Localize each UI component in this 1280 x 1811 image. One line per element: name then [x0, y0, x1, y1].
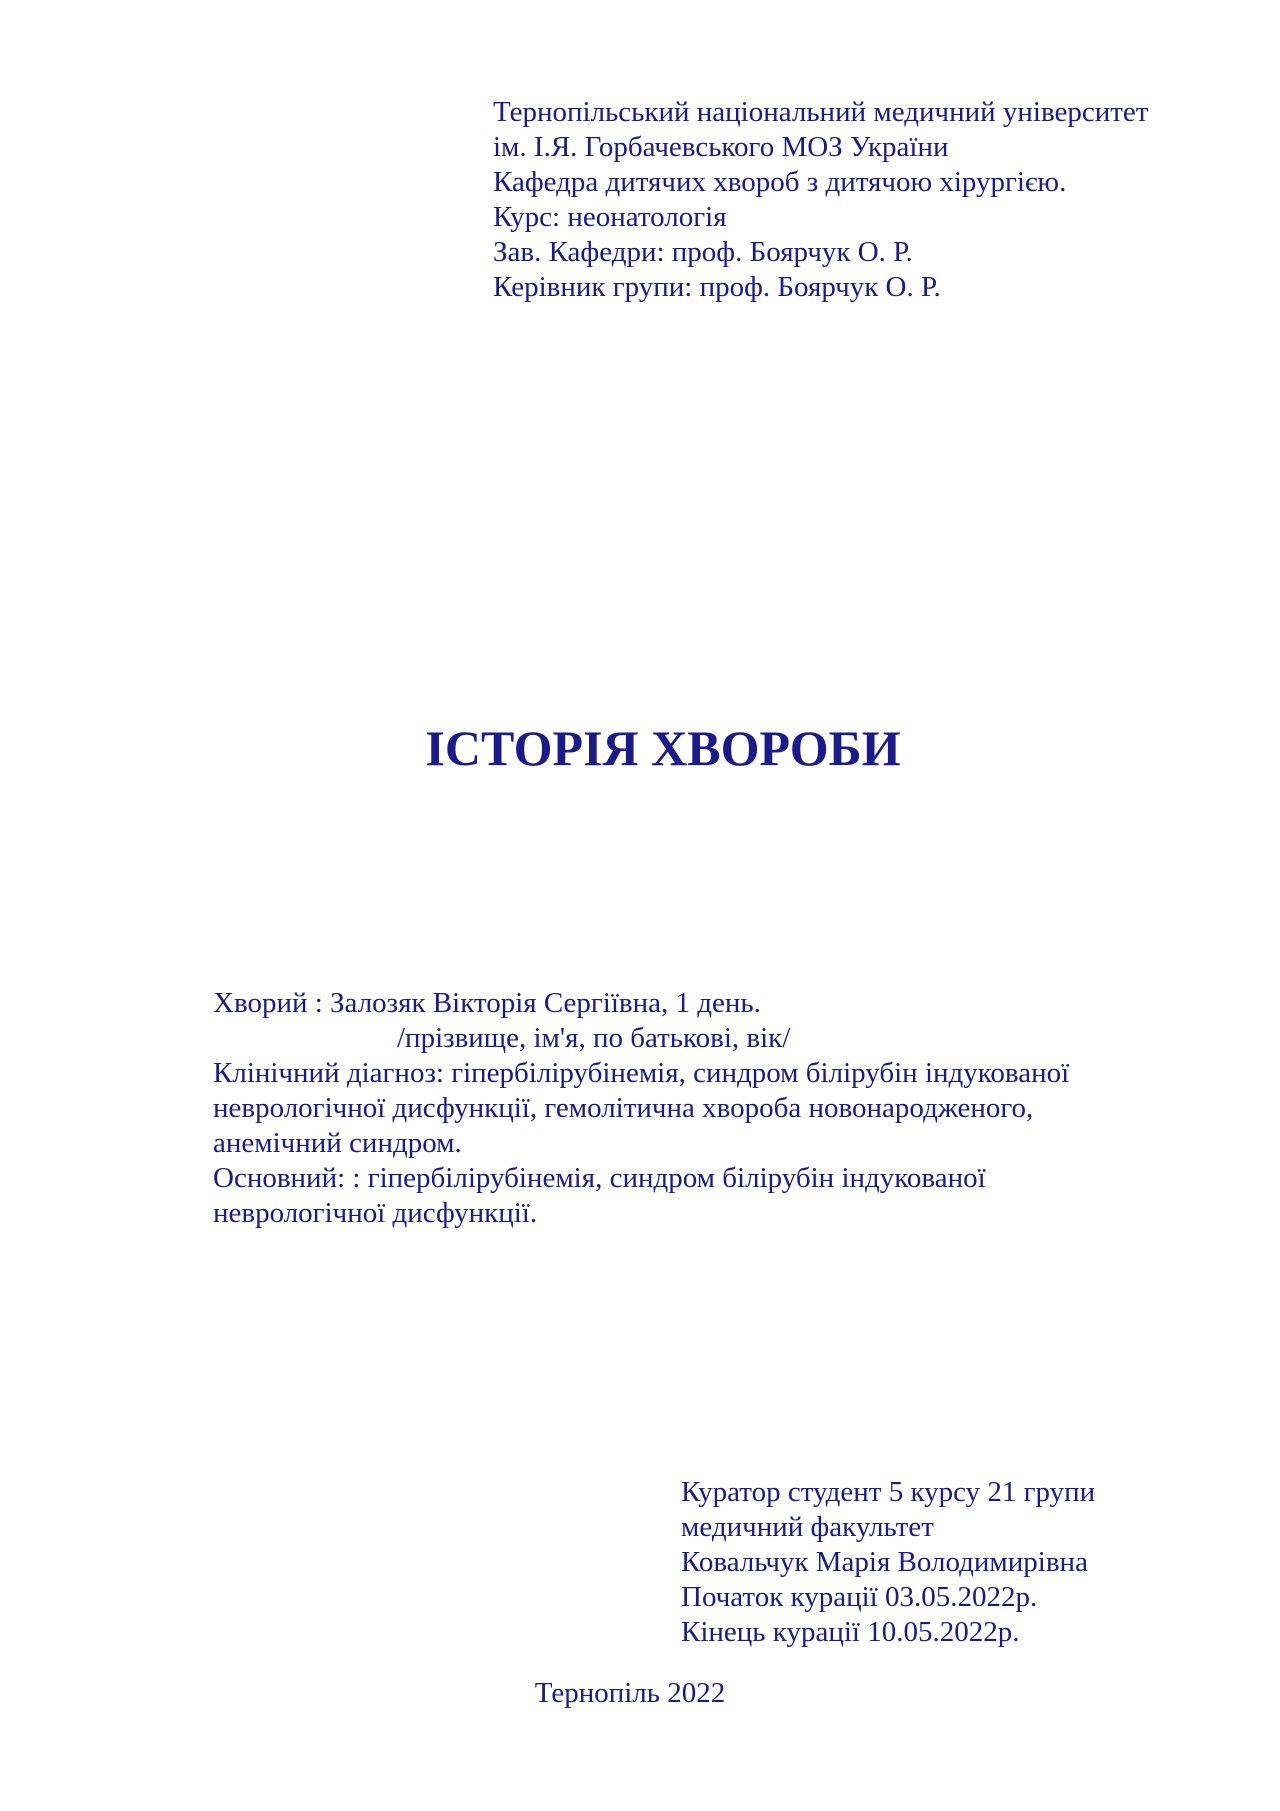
header-line-university: Тернопільський національний медичний університет [493, 96, 1149, 128]
curator-info [681, 1475, 1095, 1650]
curator-line-start-date: Початок курації 03.05.2022р. [681, 1581, 1038, 1613]
header-line-named-after: ім. І.Я. Горбачевського МОЗ України [493, 131, 949, 163]
header-line-department: Кафедра дитячих хвороб з дитячою хірургією. [493, 166, 1067, 198]
patient-field-hint: /прізвище, ім'я, по батькові, вік/ [397, 1022, 791, 1054]
curator-line-end-date: Кінець курації 10.05.2022р. [681, 1616, 1020, 1648]
main-diagnosis-line-1: Основний: : гіпербілірубінемія, синдром білірубін індукованої [213, 1162, 986, 1194]
main-diagnosis-line-2: неврологічної дисфункції. [213, 1197, 538, 1229]
clinical-diagnosis-line-2: неврологічної дисфункції, гемолітична хвороба новонародженого, [213, 1092, 1034, 1124]
header-line-group-supervisor: Керівник групи: проф. Боярчук О. Р. [493, 271, 941, 303]
patient-name-line: Хворий : Залозяк Вікторія Сергіївна, 1 день. [213, 987, 761, 1019]
header-line-head-of-department: Зав. Кафедри: проф. Боярчук О. Р. [493, 236, 913, 268]
curator-line-student: Куратор студент 5 курсу 21 групи [681, 1476, 1096, 1508]
clinical-diagnosis-line-3: анемічний синдром. [213, 1127, 462, 1159]
curator-line-name: Ковальчук Марія Володимирівна [681, 1546, 1088, 1578]
header-line-course: Курс: неонатологія [493, 201, 727, 233]
clinical-diagnosis-line-1: Клінічний діагноз: гіпербілірубінемія, синдром білірубін індукованої [213, 1057, 1070, 1089]
patient-info [213, 986, 1069, 1231]
document-title: ІСТОРІЯ ХВОРОБИ [425, 720, 901, 776]
city-year-text: Тернопіль 2022 [534, 1677, 726, 1709]
curator-line-faculty: медичний факультет [681, 1511, 934, 1543]
footer-city-year [0, 1676, 1280, 1711]
institution-header [493, 95, 1148, 305]
